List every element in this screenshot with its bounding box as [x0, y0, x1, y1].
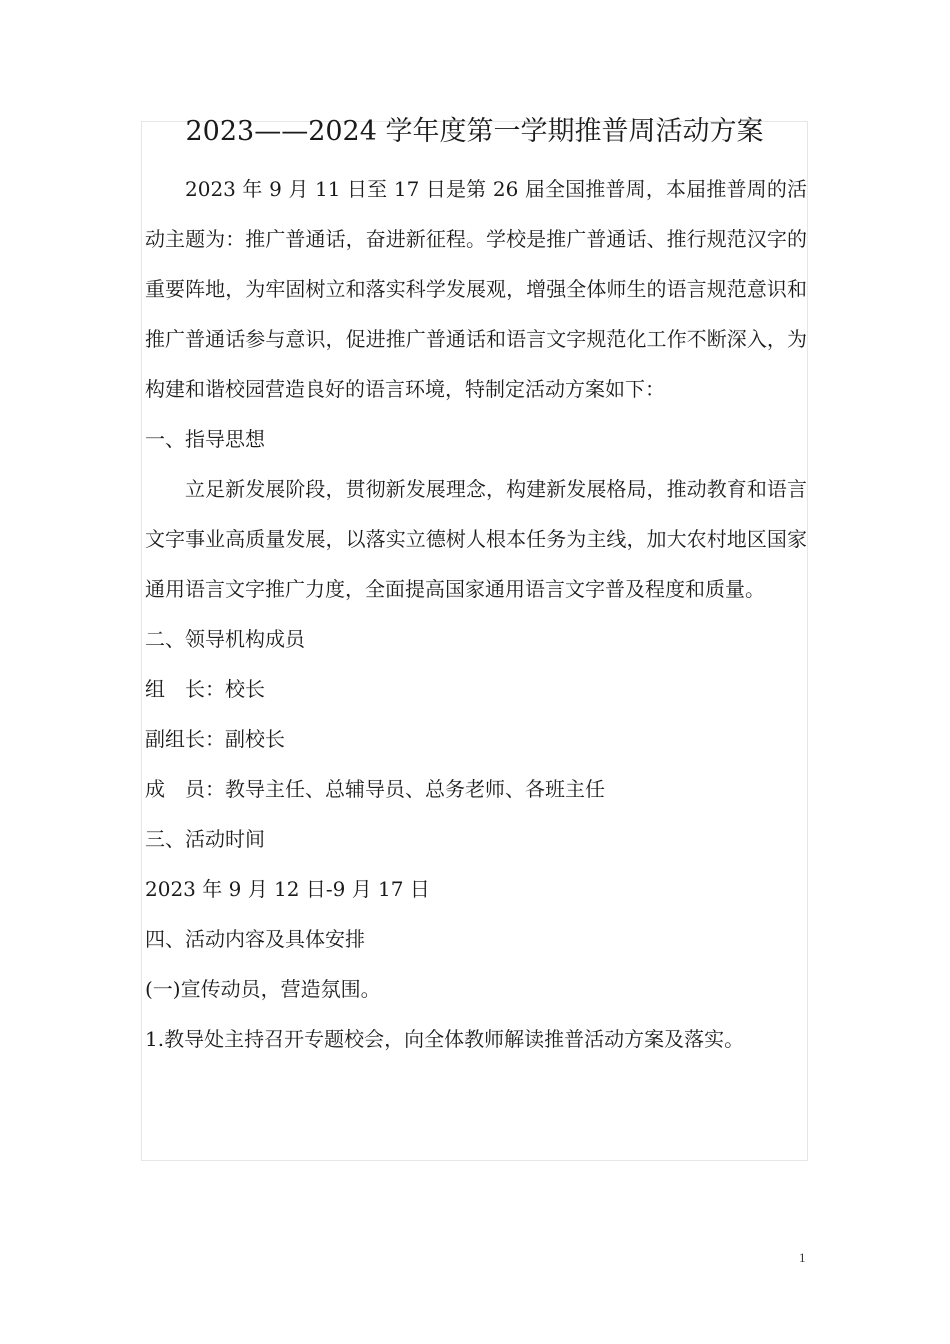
leader-line: 组 长：校长: [145, 677, 265, 701]
members-line: 成 员：教导主任、总辅导员、总务老师、各班主任: [145, 777, 605, 801]
list-item-1: 1.教导处主持召开专题校会，向全体教师解读推普活动方案及落实。: [145, 1027, 745, 1051]
heading-guiding-thought: 一、指导思想: [145, 427, 265, 451]
activity-date: 2023 年 9 月 12 日-9 月 17 日: [145, 877, 430, 901]
deputy-leader-line: 副组长：副校长: [145, 727, 285, 751]
paragraph-intro: 2023 年 9 月 11 日至 17 日是第 26 届全国推普周，本届推普周的活动主题为：推广普通话，奋进新征程。学校是推广普通话、推行规范汉字的重要阵地，为牢固树立和落实科学发展观，增强全体师生的语言规范意识和推广普通话参与意识，促进推广普通话和语言文字规范化工作不断深入，为构建和谐校园营造良好的语言环境，特制定活动方案如下：: [145, 177, 807, 401]
subheading-publicity: (一)宣传动员，营造氛围。: [145, 977, 381, 1001]
heading-activity-time: 三、活动时间: [145, 827, 265, 851]
heading-leadership: 二、领导机构成员: [145, 627, 305, 651]
paragraph-guiding-thought: 立足新发展阶段，贯彻新发展理念，构建新发展格局，推动教育和语言文字事业高质量发展，以落实立德树人根本任务为主线，加大农村地区国家通用语言文字推广力度，全面提高国家通用语言文字普及程度和质量。: [145, 477, 807, 601]
heading-activity-content: 四、活动内容及具体安排: [145, 927, 365, 951]
document-title: 2023——2024 学年度第一学期推普周活动方案: [185, 116, 764, 147]
document-body: [145, 164, 807, 1064]
page-number: 1: [799, 1250, 806, 1265]
